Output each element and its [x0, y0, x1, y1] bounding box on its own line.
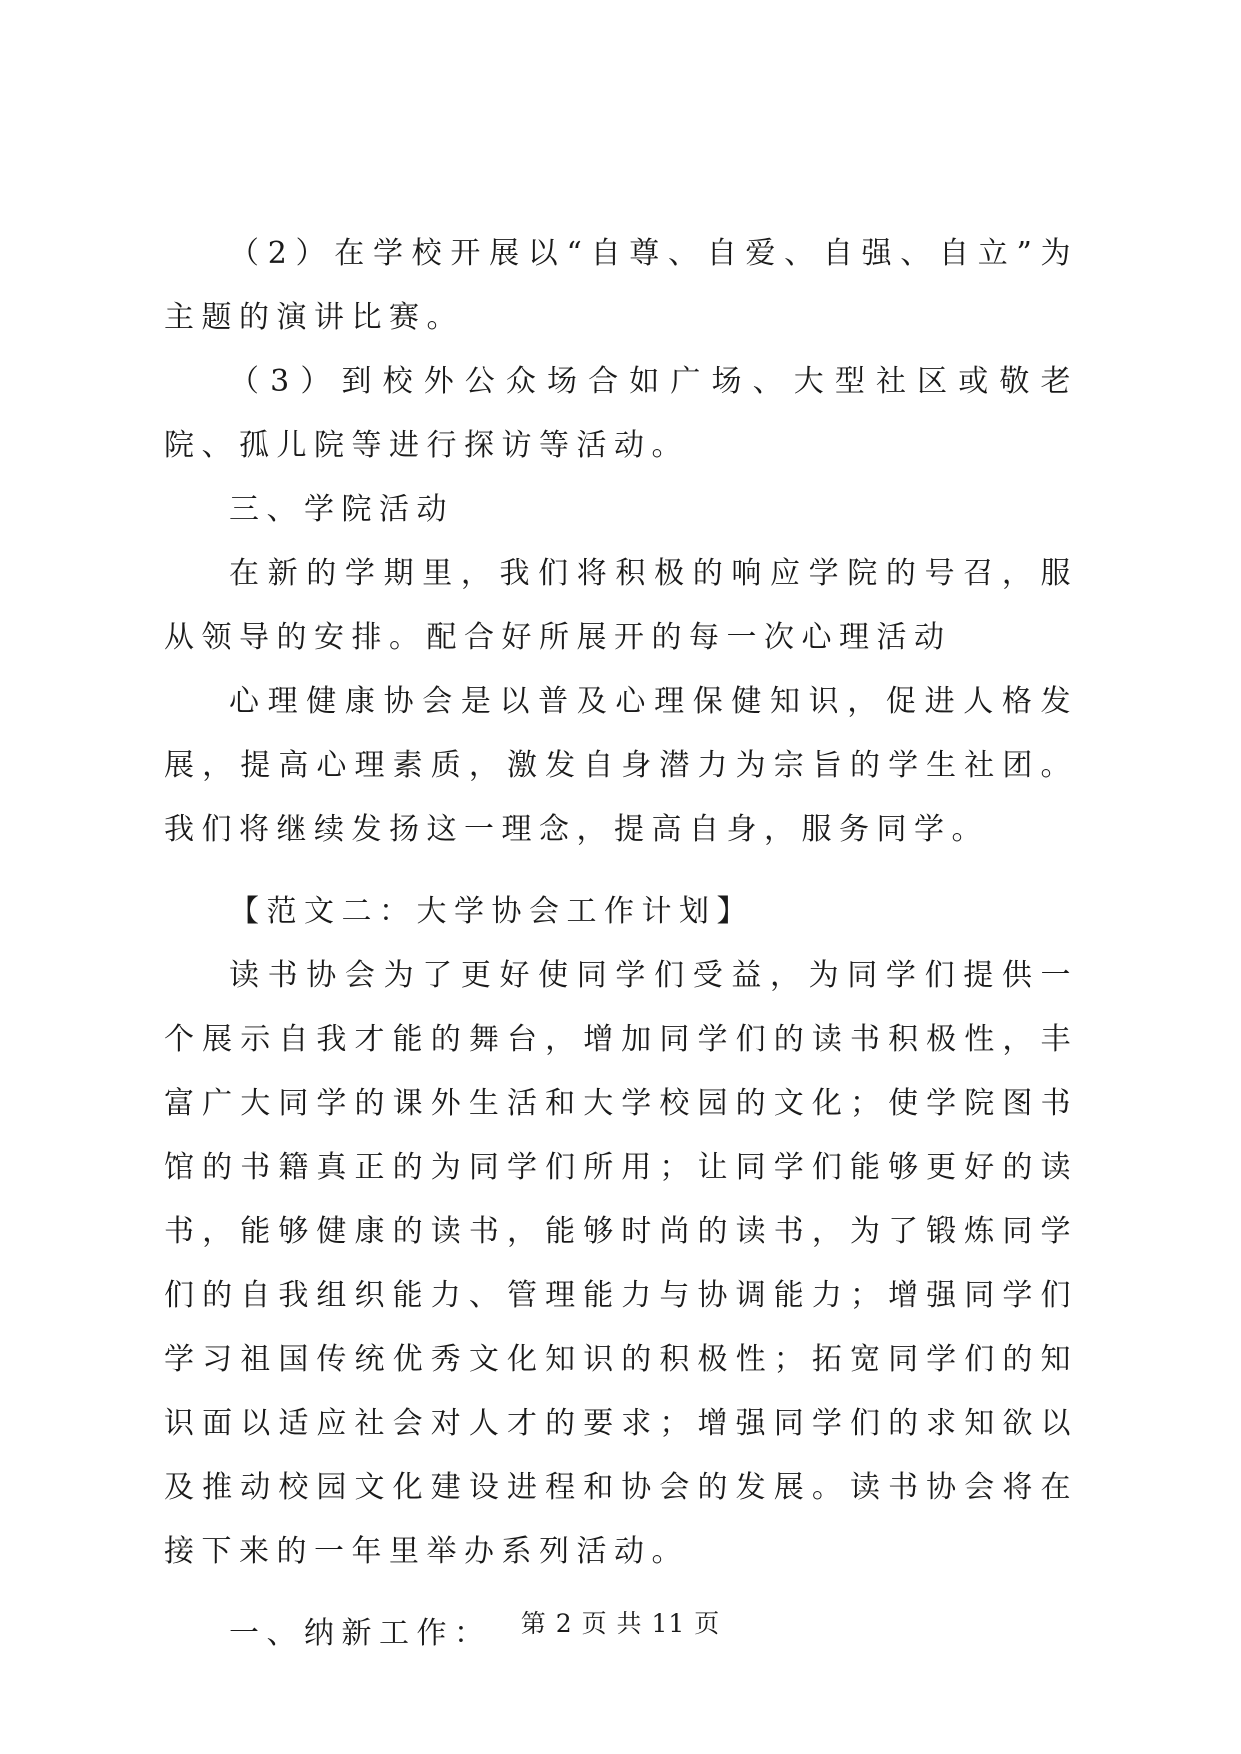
document-body [164, 222, 1078, 1666]
paragraph-college-activities: 在新的学期里，我们将积极的响应学院的号召，服从领导的安排。配合好所展开的每一次心理活动 [164, 556, 1078, 655]
section-heading-recruitment: 一、纳新工作： [229, 1616, 492, 1651]
sample-heading-two: 【范文二：大学协会工作计划】 [229, 894, 754, 929]
paragraph-association-purpose: 心理健康协会是以普及心理保健知识，促进人格发展，提高心理素质，激发自身潜力为宗旨的学生社团。我们将继续发扬这一理念，提高自身，服务同学。 [164, 684, 1078, 847]
paragraph-item-2: （2）在学校开展以“自尊、自爱、自强、自立”为主题的演讲比赛。 [164, 236, 1078, 335]
section-heading-college-activities: 三、学院活动 [229, 492, 454, 527]
page-number-footer: 第 2 页 共 11 页 [520, 1609, 721, 1638]
paragraph-reading-association: 读书协会为了更好使同学们受益，为同学们提供一个展示自我才能的舞台，增加同学们的读书积极性，丰富广大同学的课外生活和大学校园的文化；使学院图书馆的书籍真正的为同学们所用；让同学们能够更好的读书，能够健康的读书，能够时尚的读书，为了锻炼同学们的自我组织能力、管理能力与协调能力；增强同学们学习祖国传统优秀文化知识的积极性；拓宽同学们的知识面以适应社会对人才的要求；增强同学们的求知欲以及推动校园文化建设进程和协会的发展。读书协会将在接下来的一年里举办系列活动。 [164, 958, 1078, 1569]
paragraph-item-3: （3）到校外公众场合如广场、大型社区或敬老院、孤儿院等进行探访等活动。 [164, 364, 1078, 463]
